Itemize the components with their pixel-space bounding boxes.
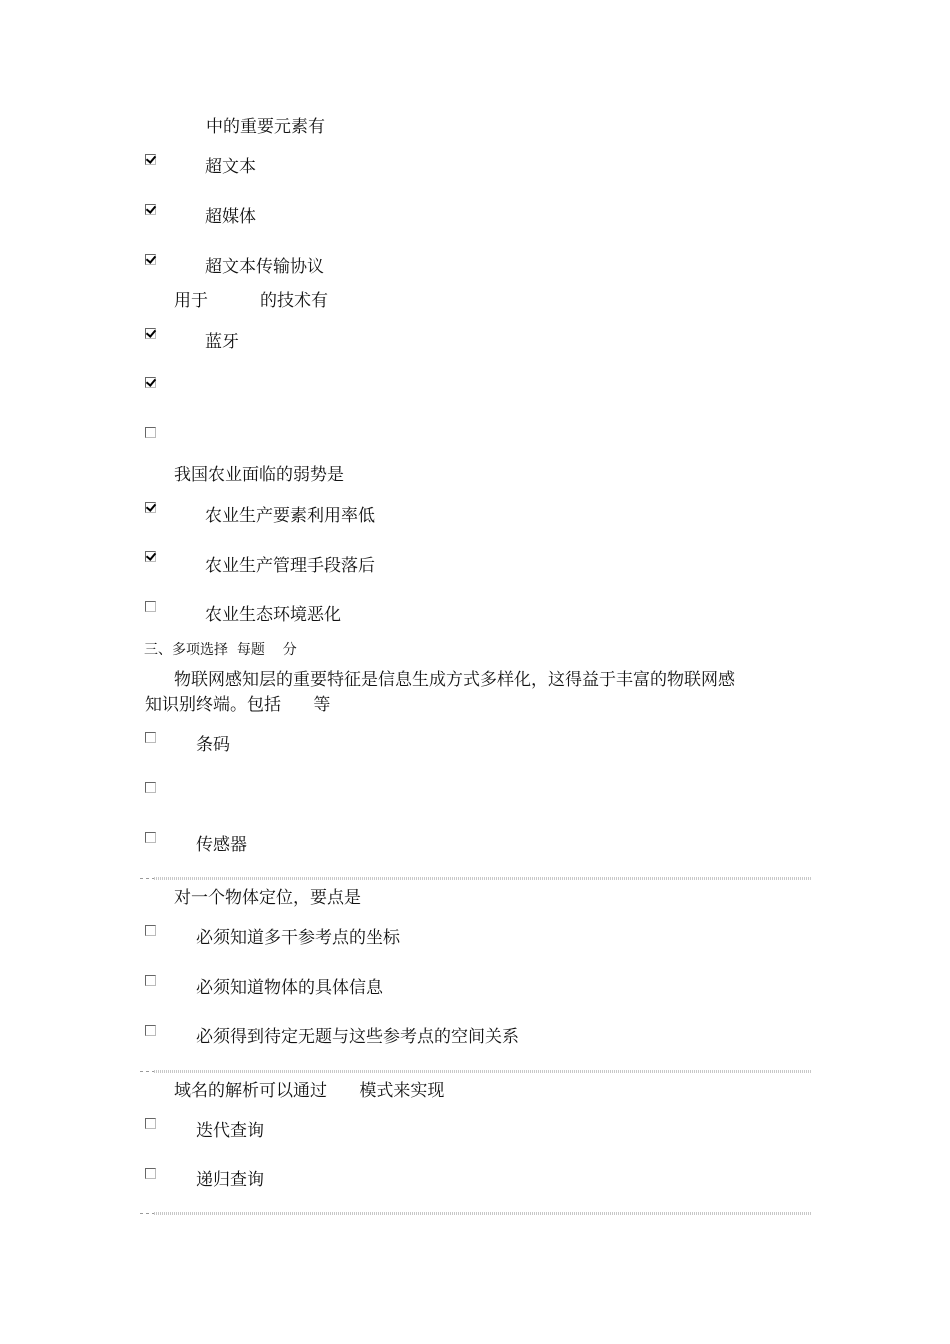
q3-option-3-checkbox[interactable] [145, 601, 156, 612]
separator-line [140, 1070, 812, 1073]
section-heading: 三、多项选择 每题 分 [144, 642, 297, 658]
q3-option-2-checkbox[interactable] [145, 551, 156, 562]
q4-option-1-label: 条码 [196, 735, 230, 755]
question-1-text: 中的重要元素有 [206, 117, 325, 137]
question-6-text: 域名的解析可以通过 模式来实现 [174, 1081, 445, 1101]
q5-option-3-checkbox[interactable] [145, 1025, 156, 1036]
q5-option-3-label: 必须得到待定无题与这些参考点的空间关系 [196, 1027, 519, 1047]
separator-line [140, 877, 812, 880]
question-4-text-line1: 物联网感知层的重要特征是信息生成方式多样化，这得益于丰富的物联网感 [174, 670, 735, 690]
q1-option-2-checkbox[interactable] [145, 204, 156, 215]
q3-option-2-label: 农业生产管理手段落后 [205, 556, 375, 576]
q6-option-2-label: 递归查询 [196, 1170, 264, 1190]
q2-option-1-label: 蓝牙 [205, 332, 239, 352]
q5-option-2-checkbox[interactable] [145, 975, 156, 986]
q5-option-1-label: 必须知道多干参考点的坐标 [196, 928, 400, 948]
q2-option-2-checkbox[interactable] [145, 377, 156, 388]
q3-option-3-label: 农业生态环境恶化 [205, 605, 341, 625]
q4-option-1-checkbox[interactable] [145, 732, 156, 743]
q2-option-3-checkbox[interactable] [145, 427, 156, 438]
q1-option-3-checkbox[interactable] [145, 254, 156, 265]
q4-option-3-checkbox[interactable] [145, 832, 156, 843]
question-2-text-end: 的技术有 [260, 291, 328, 311]
question-5-text: 对一个物体定位，要点是 [174, 888, 361, 908]
q3-option-1-label: 农业生产要素利用率低 [205, 506, 375, 526]
q1-option-1-checkbox[interactable] [145, 154, 156, 165]
question-3-text: 我国农业面临的弱势是 [174, 465, 344, 485]
q4-option-3-label: 传感器 [196, 835, 247, 855]
question-2-text-start: 用于 [174, 291, 208, 311]
q6-option-1-checkbox[interactable] [145, 1118, 156, 1129]
q3-option-1-checkbox[interactable] [145, 502, 156, 513]
q6-option-2-checkbox[interactable] [145, 1168, 156, 1179]
q5-option-2-label: 必须知道物体的具体信息 [196, 978, 383, 998]
q1-option-2-label: 超媒体 [205, 207, 256, 227]
q6-option-1-label: 迭代查询 [196, 1121, 264, 1141]
q4-option-2-checkbox[interactable] [145, 782, 156, 793]
q1-option-1-label: 超文本 [205, 157, 256, 177]
q2-option-1-checkbox[interactable] [145, 328, 156, 339]
separator-line [140, 1212, 812, 1215]
question-4-text-line2: 知识别终端。包括 等 [145, 695, 331, 715]
q1-option-3-label: 超文本传输协议 [205, 257, 324, 277]
q5-option-1-checkbox[interactable] [145, 925, 156, 936]
